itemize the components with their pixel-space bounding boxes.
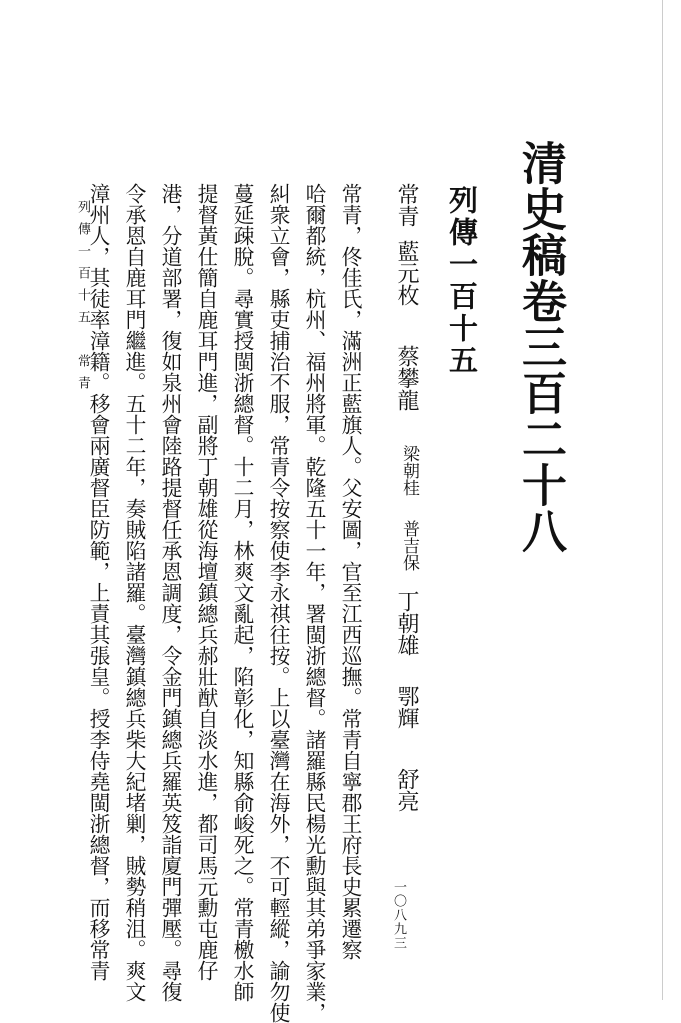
body-text-column: 蔓延疎脫。尋實授閩浙總督。十二月，林爽文亂起，陷彰化，知縣俞峻死之。常青檄水師	[230, 183, 254, 1002]
book-title: 清史稿卷三百二十八	[514, 140, 567, 554]
biography-name: 蔡攀龍	[394, 345, 419, 411]
page-number: 一〇八九三	[391, 880, 406, 950]
biography-name: 舒亮	[394, 768, 419, 812]
biography-name: 丁朝雄	[394, 590, 419, 656]
body-text-column: 哈爾都統，杭州、福州將軍。乾隆五十一年，署閩浙總督。諸羅縣民楊光勳與其弟爭家業，	[302, 183, 326, 1023]
margin-chapter-label: 列傳一百十五 常青	[75, 200, 90, 398]
body-text-column: 令承恩自鹿耳門繼進。五十二年，奏賊陷諸羅。臺灣鎮總兵柴大紀堵剿，賊勢稍沮。爽文	[122, 183, 146, 1002]
body-text-column: 提督黃仕簡自鹿耳門進，副將丁朝雄從海壇鎮總兵郝壯猷自淡水進，都司馬元勳屯鹿仔	[194, 183, 218, 981]
biography-name: 梁朝桂	[399, 445, 419, 496]
biography-name: 藍元枚	[394, 240, 419, 306]
body-text-column: 常青，佟佳氏，滿洲正藍旗人。父安圖，官至江西巡撫。常青自寧郡王府長史累遷察	[338, 183, 362, 960]
body-text-column: 港，分道部署，復如泉州會陸路提督任承恩調度，令金門鎮總兵羅英笈詣廈門彈壓。尋復	[158, 183, 182, 1002]
biography-name: 普吉保	[399, 520, 419, 571]
body-text-column: 漳州人，其徒率漳籍。移會兩廣督臣防範，上責其張皇。授李侍堯閩浙總督，而移常青	[86, 183, 110, 981]
page-edge-line	[662, 0, 663, 1000]
biography-name: 常青	[394, 183, 419, 227]
body-text-column: 糾衆立會，縣吏捕治不服，常青令按察使李永祺往按。上以臺灣在海外，不可輕縱，諭勿使	[266, 183, 290, 1023]
biography-name: 鄂輝	[394, 685, 419, 729]
chapter-title: 列傳一百十五	[445, 185, 479, 377]
